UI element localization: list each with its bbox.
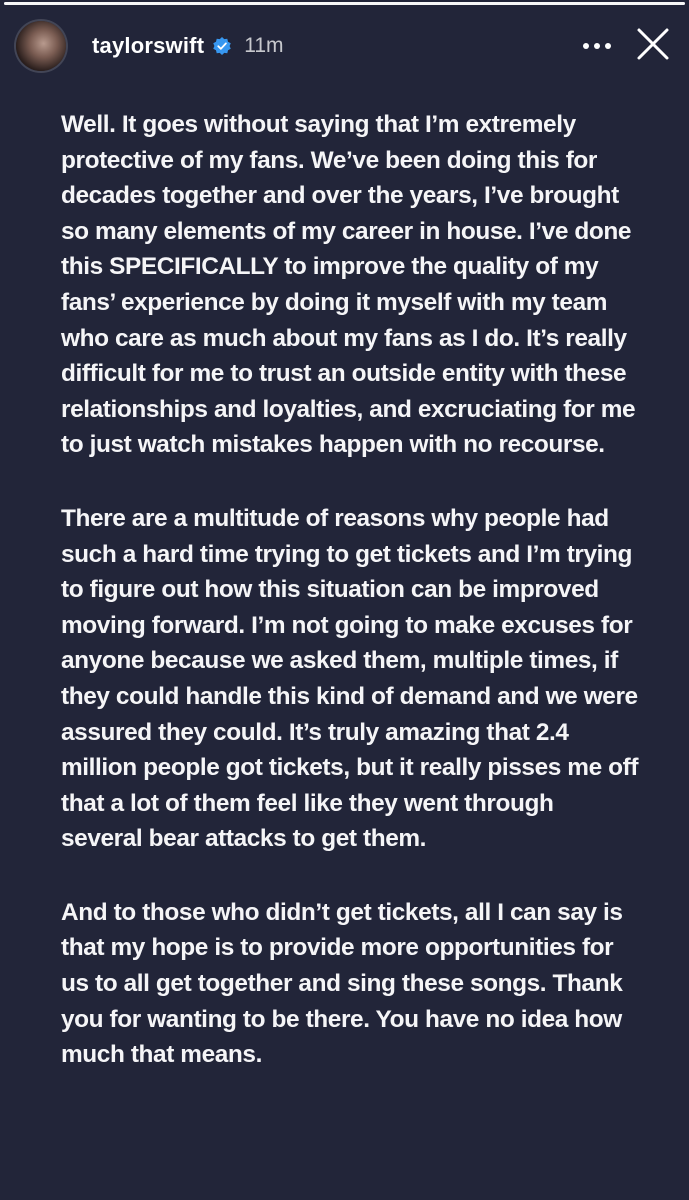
verified-badge-icon: [212, 36, 232, 56]
story-text: [61, 107, 641, 1073]
more-options-button[interactable]: [575, 24, 619, 68]
story-progress-fill: [4, 2, 685, 5]
avatar[interactable]: [16, 21, 66, 71]
story-header: [16, 18, 677, 74]
username[interactable]: taylorswift: [92, 33, 205, 58]
story-paragraph-3: And to those who didn’t get tickets, all I can say is that my hope is to provide more opportunities for us to all get together and sing these songs. Thank you for wanting to be there. You have no idea how much that means.: [61, 898, 623, 1069]
post-timestamp: 11m: [244, 34, 284, 57]
close-button[interactable]: [629, 22, 677, 70]
more-horizontal-icon: [582, 37, 612, 55]
story-paragraph-2: There are a multitude of reasons why people had such a hard time trying to get tickets and I’m trying to figure out how this situation can be improved moving forward. I’m not going to make excuses for anyone because we asked them, multiple times, if they could handle this kind of demand and we were assured they could. It’s truly amazing that 2.4 million people got tickets, but it really pisses me off that a lot of them feel like they went through several bear attacks to get them.: [61, 504, 639, 853]
story-progress-bar: [4, 2, 685, 5]
story-paragraph-1: Well. It goes without saying that I’m extremely protective of my fans. We’ve been doing this for decades together and over the years, I’ve brought so many elements of my career in house. I’ve done this SPECIFICALLY to improve the quality of my fans’ experience by doing it myself with my team who care as much about my fans as I do. It’s really difficult for me to trust an outside entity with these relationships and loyalties, and excruciating for me to just watch mistakes happen with no recourse.: [61, 111, 636, 459]
close-icon: [636, 27, 670, 66]
